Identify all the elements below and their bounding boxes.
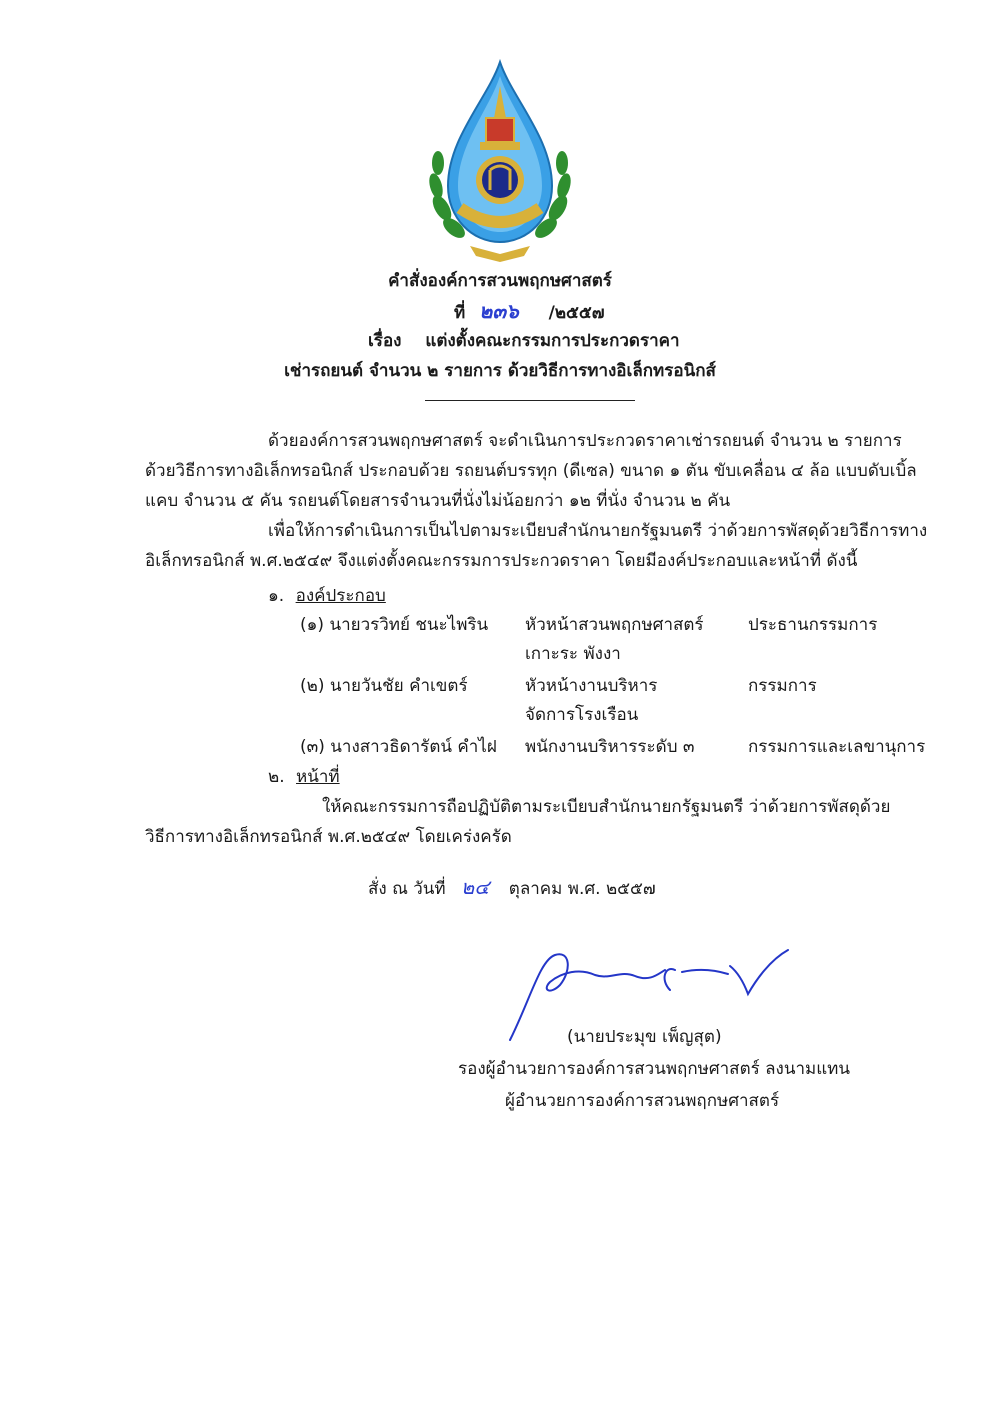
section-2-title: หน้าที่: [296, 767, 340, 787]
order-number-suffix: /๒๕๕๗: [548, 303, 605, 323]
member-2-position-2: จัดการโรงเรือน: [525, 705, 639, 725]
order-number-line: [454, 300, 605, 324]
member-3-position-1: พนักงานบริหารระดับ ๓: [525, 737, 695, 757]
duty-line-2: วิธีการทางอิเล็กทรอนิกส์ พ.ศ.๒๕๔๙ โดยเคร่งครัด: [145, 827, 512, 847]
subject-label: เรื่อง: [368, 331, 402, 351]
duty-line-1: ให้คณะกรรมการถือปฏิบัติตามระเบียบสำนักนายกรัฐมนตรี ว่าด้วยการพัสดุด้วย: [322, 797, 891, 817]
signer-name: (นายประมุข เพ็ญสุต): [567, 1027, 722, 1047]
order-title: คำสั่งองค์การสวนพฤกษศาสตร์: [388, 271, 612, 291]
section-1-title: องค์ประกอบ: [295, 586, 386, 606]
order-number-handwritten: ๒๓๖: [479, 299, 519, 323]
member-2-position-1: หัวหน้างานบริหาร: [525, 676, 658, 696]
order-date: [368, 876, 656, 900]
organization-seal: [420, 58, 580, 263]
seal-emblem-icon: [420, 58, 580, 263]
member-3-name: (๓) นางสาวธิดารัตน์ คำไฝ: [300, 737, 497, 757]
paragraph-1-line-3: แคบ จำนวน ๕ คัน รถยนต์โดยสารจำนวนที่นั่งไม่น้อยกว่า ๑๒ ที่นั่ง จำนวน ๒ คัน: [145, 491, 731, 511]
order-number-prefix: ที่: [454, 303, 466, 323]
section-1-heading: [268, 585, 386, 607]
date-prefix: สั่ง ณ วันที่: [368, 879, 446, 899]
date-month-year: ตุลาคม พ.ศ. ๒๕๕๗: [508, 879, 656, 899]
section-1-number: ๑.: [268, 586, 285, 606]
paragraph-2-line-2: อิเล็กทรอนิกส์ พ.ศ.๒๕๔๙ จึงแต่งตั้งคณะกรรมการประกวดราคา โดยมีองค์ประกอบและหน้าที่ ดังนี้: [145, 551, 858, 571]
subject-line-1: [368, 330, 680, 352]
member-2-role: กรรมการ: [748, 676, 817, 696]
paragraph-1-line-2: ด้วยวิธีการทางอิเล็กทรอนิกส์ ประกอบด้วย รถยนต์บรรทุก (ดีเซล) ขนาด ๑ ตัน ขับเคลื่อน ๔ ล้อ แบบดับเบิ้ล: [145, 461, 917, 481]
section-2-number: ๒.: [268, 767, 285, 787]
member-1-position-1: หัวหน้าสวนพฤกษศาสตร์: [525, 615, 704, 635]
section-2-heading: [268, 766, 340, 788]
signer-title-line-2: ผู้อำนวยการองค์การสวนพฤกษศาสตร์: [505, 1091, 780, 1111]
paragraph-1-line-1: ด้วยองค์การสวนพฤกษศาสตร์ จะดำเนินการประกวดราคาเช่ารถยนต์ จำนวน ๒ รายการ: [268, 431, 902, 451]
member-1-position-2: เกาะระ พังงา: [525, 644, 621, 664]
member-2-name: (๒) นายวันชัย คำเขตร์: [300, 676, 468, 696]
paragraph-2-line-1: เพื่อให้การดำเนินการเป็นไปตามระเบียบสำนักนายกรัฐมนตรี ว่าด้วยการพัสดุด้วยวิธีการทาง: [268, 521, 928, 541]
member-1-name: (๑) นายวรวิทย์ ชนะไพริน: [300, 615, 489, 635]
member-3-role: กรรมการและเลขานุการ: [748, 737, 926, 757]
date-day-handwritten: ๒๔: [461, 875, 490, 899]
subject-text-1: แต่งตั้งคณะกรรมการประกวดราคา: [425, 331, 680, 351]
subject-line-2: เช่ารถยนต์ จำนวน ๒ รายการ ด้วยวิธีการทางอิเล็กทรอนิกส์: [284, 361, 716, 381]
signer-title-line-1: รองผู้อำนวยการองค์การสวนพฤกษศาสตร์ ลงนามแทน: [458, 1059, 851, 1079]
header-divider: [425, 400, 635, 401]
member-1-role: ประธานกรรมการ: [748, 615, 878, 635]
